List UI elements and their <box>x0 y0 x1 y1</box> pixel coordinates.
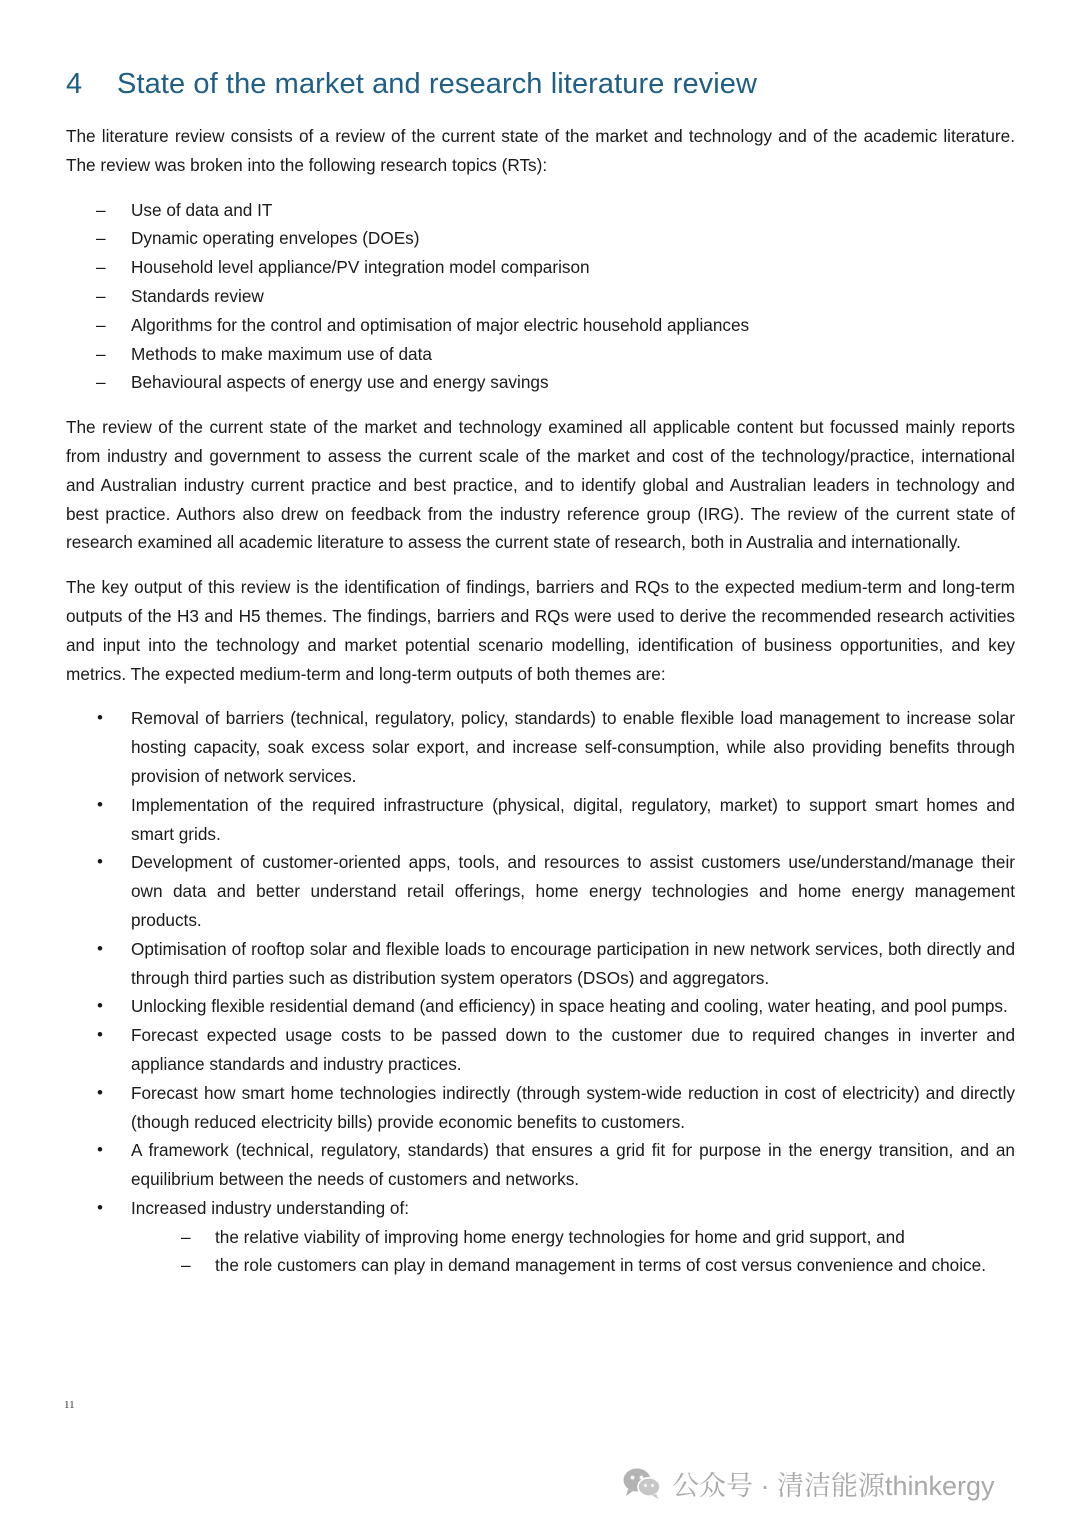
bullet-marker: • <box>97 938 103 958</box>
intro-paragraph: The literature review consists of a review of the current state of the market and technology and of the academic literature. The review was broken into the following research topics (RTs): <box>66 126 1015 175</box>
industry-understanding-sublist <box>131 1223 1015 1281</box>
list-item-text: Dynamic operating envelopes (DOEs) <box>131 228 420 249</box>
section-heading <box>66 68 757 101</box>
list-item-text: A framework (technical, regulatory, standards) that ensures a grid fit for purpose in the energy transition, and an equilibrium between the needs of customers and networks. <box>131 1140 1015 1190</box>
sub-list-item-text: the role customers can play in demand management in terms of cost versus convenience and choice. <box>215 1255 986 1276</box>
list-item <box>66 704 1015 790</box>
dash-marker: – <box>96 228 106 249</box>
list-item <box>66 1136 1015 1194</box>
list-item <box>66 224 1015 253</box>
list-item <box>66 340 1015 369</box>
list-item <box>66 253 1015 282</box>
sub-list-item-text: the relative viability of improving home energy technologies for home and grid support, and <box>215 1226 905 1247</box>
list-item-text: Household level appliance/PV integration model comparison <box>131 257 590 278</box>
sub-list-item <box>131 1223 1015 1252</box>
review-scope-paragraph: The review of the current state of the market and technology examined all applicable content but focussed mainly reports from industry and government to assess the current scale of the market and cost of the technology/practice, international and Australian industry current practice and best practice, and to identify global and Australian leaders in technology and best practice. Authors also drew on feedback from the industry reference group (IRG). The review of the current state of research examined all academic literature to assess the current state of research, both in Australia and internationally. <box>66 417 1015 553</box>
list-item <box>66 311 1015 340</box>
list-item-text: Increased industry understanding of: <box>131 1197 410 1218</box>
list-item <box>66 1194 1015 1280</box>
list-item-text: Forecast how smart home technologies indirectly (through system-wide reduction in cost of electricity) and directly (though reduced electricity bills) provide economic benefits to customers. <box>131 1082 1015 1132</box>
wechat-icon <box>622 1466 662 1500</box>
list-item <box>66 848 1015 934</box>
dash-marker: – <box>96 199 106 220</box>
list-item-text: Forecast expected usage costs to be passed down to the customer due to required changes in inverter and appliance standards and industry practices. <box>131 1025 1015 1074</box>
bullet-marker: • <box>97 852 103 872</box>
list-item-text: Standards review <box>131 285 264 306</box>
research-topics-list <box>66 196 1015 398</box>
list-item-text: Methods to make maximum use of data <box>131 343 432 364</box>
list-item-text: Implementation of the required infrastructure (physical, digital, regulatory, market) to support smart homes and smart grids. <box>131 794 1015 844</box>
list-item-text: Unlocking flexible residential demand (and efficiency) in space heating and cooling, water heating, and pool pumps. <box>131 996 1008 1017</box>
list-item <box>66 368 1015 397</box>
bullet-marker: • <box>97 1140 103 1160</box>
key-output-paragraph: The key output of this review is the identification of findings, barriers and RQs to the expected medium-term and long-term outputs of the H3 and H5 themes. The findings, barriers and RQs were used to derive the recommended research activities and input into the technology and market potential scenario modelling, identification of business opportunities, and key metrics. The expected medium-term and long-term outputs of both themes are: <box>66 577 1015 684</box>
expected-outputs-list <box>66 704 1015 1280</box>
list-item-text: Use of data and IT <box>131 199 273 220</box>
list-item-text: Algorithms for the control and optimisation of major electric household appliances <box>131 314 750 335</box>
dash-marker: – <box>96 343 106 364</box>
section-title: State of the market and research literature review <box>117 68 758 100</box>
dash-marker: – <box>96 285 106 306</box>
list-item <box>66 1021 1015 1079</box>
body-content <box>66 122 1015 1280</box>
dash-marker: – <box>181 1226 191 1247</box>
dash-marker: – <box>96 314 106 335</box>
sub-list-item <box>131 1251 1015 1280</box>
list-item-text: Optimisation of rooftop solar and flexible loads to encourage participation in new network services, both directly and through third parties such as distribution system operators (DSOs) and aggregators. <box>131 938 1015 988</box>
bullet-marker: • <box>97 794 103 814</box>
section-number: 4 <box>66 68 83 100</box>
list-item <box>66 282 1015 311</box>
list-item <box>66 1079 1015 1137</box>
bullet-marker: • <box>97 708 103 728</box>
list-item <box>66 992 1015 1021</box>
bullet-marker: • <box>97 1082 103 1102</box>
list-item <box>66 791 1015 849</box>
list-item <box>66 196 1015 225</box>
list-item-text: Removal of barriers (technical, regulatory, policy, standards) to enable flexible load management to increase solar hosting capacity, soak excess solar export, and increase self-consumption, while also providing benefits through provision of network services. <box>131 708 1015 786</box>
bullet-marker: • <box>97 1197 103 1217</box>
list-item-text: Development of customer-oriented apps, tools, and resources to assist customers use/understand/manage their own data and better understand retail offerings, home energy technologies and home energy management products. <box>131 852 1015 930</box>
dash-marker: – <box>96 257 106 278</box>
dash-marker: – <box>96 372 106 393</box>
page-number: 11 <box>64 1399 75 1411</box>
list-item-text: Behavioural aspects of energy use and energy savings <box>131 372 549 393</box>
list-item <box>66 935 1015 993</box>
watermark-text: 公众号 · 清洁能源thinkergy <box>672 1470 995 1501</box>
watermark <box>622 1462 995 1504</box>
dash-marker: – <box>181 1255 191 1276</box>
bullet-marker: • <box>97 1025 103 1045</box>
bullet-marker: • <box>97 996 103 1016</box>
